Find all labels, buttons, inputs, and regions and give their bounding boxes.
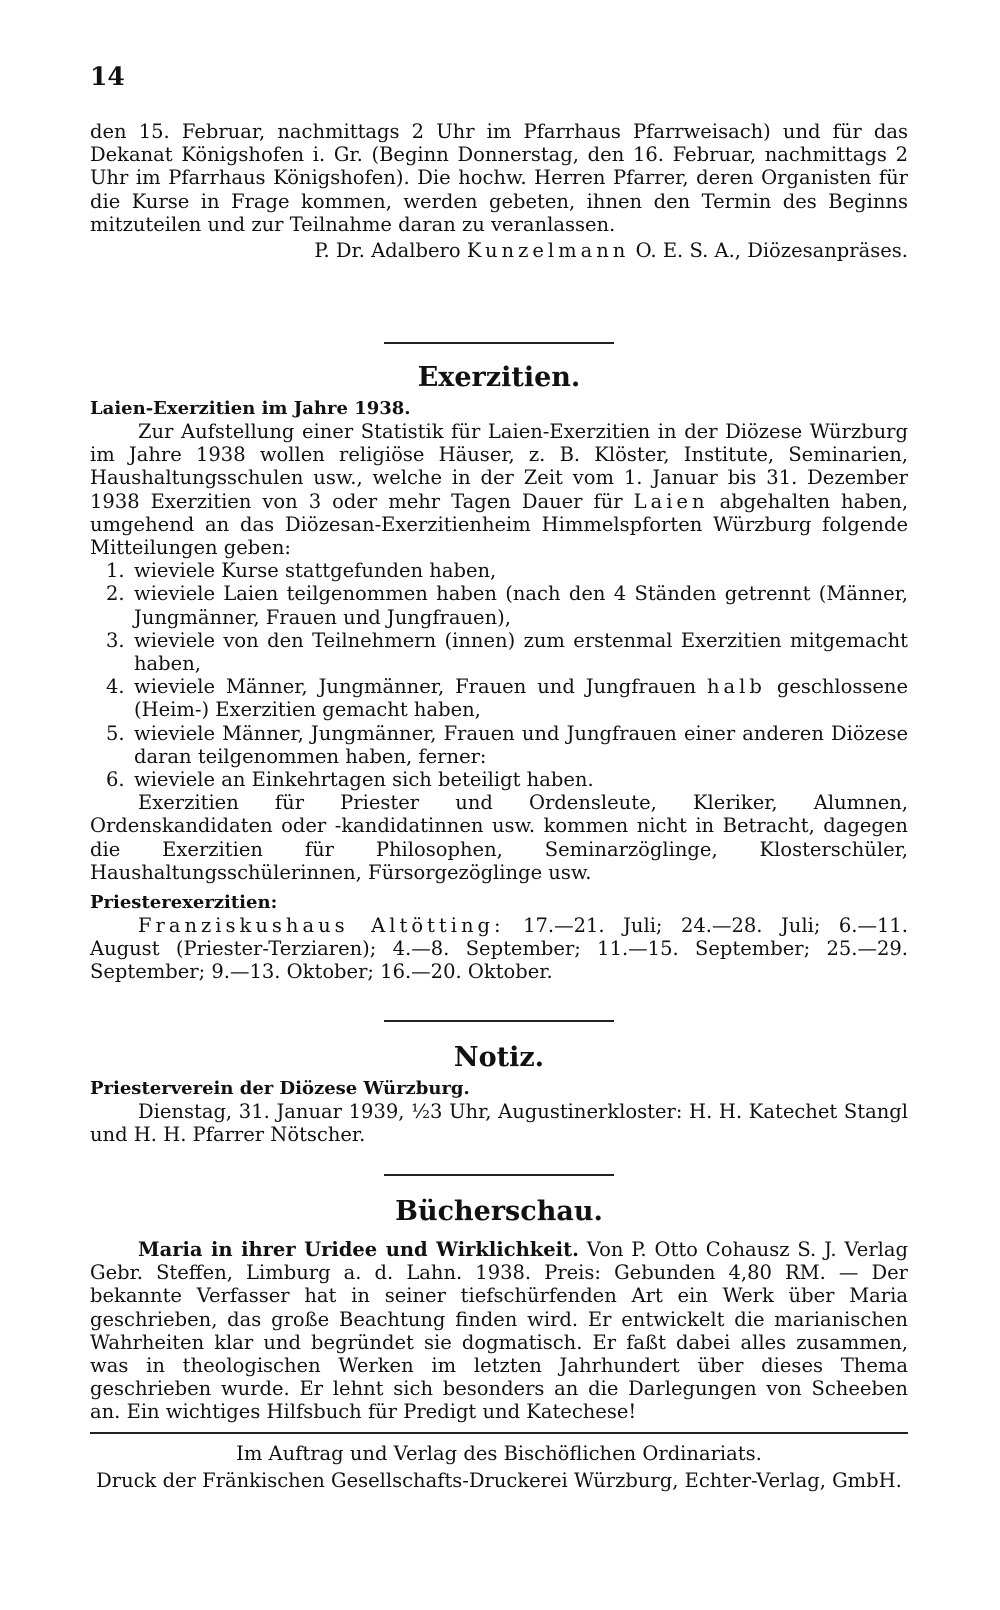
notiz-text: Dienstag, 31. Januar 1939, ½3 Uhr, Augustinerkloster: H. H. Katechet Stangl und H. H. Pfarrer Nötscher. — [90, 1100, 908, 1147]
section-divider — [384, 1020, 614, 1022]
book-review: Von P. Otto Cohausz S. J. Verlag Gebr. Steffen, Limburg a. d. Lahn. 1938. Preis: Gebunden 4,80 RM. — Der bekannte Verfasser hat in seiner tiefschürfenden Art ein Werk über Maria geschrieben, das große Beachtung finden wird. Er entwickelt die marianischen Wahrheiten klar und begründet sie dogmatisch. Er faßt dabei alles zusammen, was in theologischen Werken im letzten Jahrhundert über dieses Thema geschrieben wurde. Er lehnt sich besonders an die Darlegungen von Scheeben an. Ein wichtiges Hilfsbuch für Predigt und Katechese! — [90, 1238, 908, 1424]
list-item-text-b: geschlossene (Heim-) Exerzitien gemacht haben, — [134, 675, 909, 722]
footer-line-1: Im Auftrag und Verlag des Bischöflichen Ordinariats. — [236, 1442, 762, 1465]
list-item-number: 3. — [106, 628, 125, 652]
notiz-section — [90, 1020, 908, 1146]
signature-name: Kunzelmann — [466, 239, 630, 263]
footer-divider — [90, 1432, 908, 1434]
book-title: Maria in ihrer Uridee und Wirklichkeit. — [138, 1238, 579, 1261]
signature — [90, 238, 908, 264]
list-item — [90, 768, 908, 791]
list-item — [90, 722, 908, 768]
signature-prefix: P. Dr. Adalbero — [314, 239, 461, 263]
exerzitien-closing: Exerzitien für Priester und Ordensleute, Kleriker, Alumnen, Ordenskandidaten oder -kandidatinnen usw. kommen nicht in Betracht, dagegen die Exerzitien für Philosophen, Seminarzöglinge, Klosterschüler, Haushaltungsschülerinnen, Fürsorgezöglinge usw. — [90, 791, 908, 884]
section-divider — [384, 342, 614, 344]
exerzitien-intro-spaced: Laien — [633, 489, 709, 513]
list-item-text: wieviele Kurse stattgefunden haben, — [134, 559, 497, 583]
list-item — [90, 629, 908, 675]
list-item — [90, 675, 908, 721]
priest-place: Franziskushaus Altötting: — [138, 914, 505, 938]
priesterexerzitien-subheading: Priesterexerzitien: — [90, 892, 278, 914]
list-item-number: 2. — [106, 582, 125, 606]
buecherschau-heading: Bücherschau. — [395, 1196, 603, 1227]
list-item-spaced: halb — [707, 675, 766, 699]
signature-suffix: O. E. S. A., Diözesanpräses. — [635, 239, 908, 263]
list-item-number: 6. — [106, 768, 125, 792]
exerzitien-section — [90, 342, 908, 984]
intro-block — [90, 120, 908, 264]
buecherschau-section — [90, 1174, 908, 1424]
priest-dates: 17.—21. Juli; 24.—28. Juli; 6.—11. August (Priester-Terziaren); 4.—8. September; 11.—15. September; 25.—29. September; 9.—13. Oktober; 16.—20. Oktober. — [90, 914, 908, 984]
list-item-text-a: wieviele Männer, Jungmänner, Frauen und Jungfrauen — [134, 675, 697, 699]
exerzitien-intro-b: abgehalten haben, umgehend an das Diözesan-Exerzitienheim Himmelspforten Würzburg folgende Mitteilungen geben: — [90, 489, 909, 560]
exerzitien-intro — [90, 420, 908, 559]
list-item-text: wieviele von den Teilnehmern (innen) zum erstenmal Exerzitien mitgemacht haben, — [134, 628, 908, 676]
exerzitien-intro-a: Zur Aufstellung einer Statistik für Laien-Exerzitien in der Diözese Würzburg im Jahre 1938 wollen religiöse Häuser, z. B. Klöster, Institute, Seminarien, Haushaltungsschulen usw., welche in der Zeit vom 1. Januar bis 31. Dezember 1938 Exerzitien von 3 oder mehr Tagen Dauer für — [90, 420, 908, 513]
list-item-number: 4. — [106, 675, 125, 699]
laien-exerzitien-subheading: Laien-Exerzitien im Jahre 1938. — [90, 398, 411, 419]
list-item-number: 5. — [106, 721, 125, 745]
footer — [90, 1432, 908, 1494]
intro-paragraph: den 15. Februar, nachmittags 2 Uhr im Pfarrhaus Pfarrweisach) und für das Dekanat Königshofen i. Gr. (Beginn Donnerstag, den 16. Februar, nachmittags 2 Uhr im Pfarrhaus Königshofen). Die hochw. Herren Pfarrer, deren Organisten für die Kurse in Frage kommen, werden gebeten, ihnen den Termin des Beginns mitzuteilen und zur Teilnahme daran zu veranlassen. — [90, 120, 908, 236]
buecherschau-text — [90, 1238, 908, 1424]
exerzitien-heading: Exerzitien. — [417, 362, 581, 393]
page-number: 14 — [90, 62, 125, 91]
footer-line-2: Druck der Fränkischen Gesellschafts-Druckerei Würzburg, Echter-Verlag, GmbH. — [96, 1469, 902, 1492]
section-divider — [384, 1174, 614, 1176]
list-item-number: 1. — [106, 559, 125, 583]
list-item-text: wieviele an Einkehrtagen sich beteiligt haben. — [134, 768, 594, 792]
mitteilungen-list — [90, 559, 908, 791]
list-item-text: wieviele Männer, Jungmänner, Frauen und Jungfrauen einer anderen Diözese daran teilgenommen haben, ferner: — [134, 721, 908, 768]
list-item — [90, 559, 908, 582]
priesterverein-subheading: Priesterverein der Diözese Würzburg. — [90, 1078, 470, 1099]
list-item-text: wieviele Laien teilgenommen haben (nach den 4 Ständen getrennt (Männer, Jungmänner, Frauen und Jungfrauen), — [134, 582, 908, 629]
priesterexerzitien-text — [90, 914, 908, 984]
notiz-heading: Notiz. — [453, 1042, 545, 1073]
list-item — [90, 582, 908, 628]
